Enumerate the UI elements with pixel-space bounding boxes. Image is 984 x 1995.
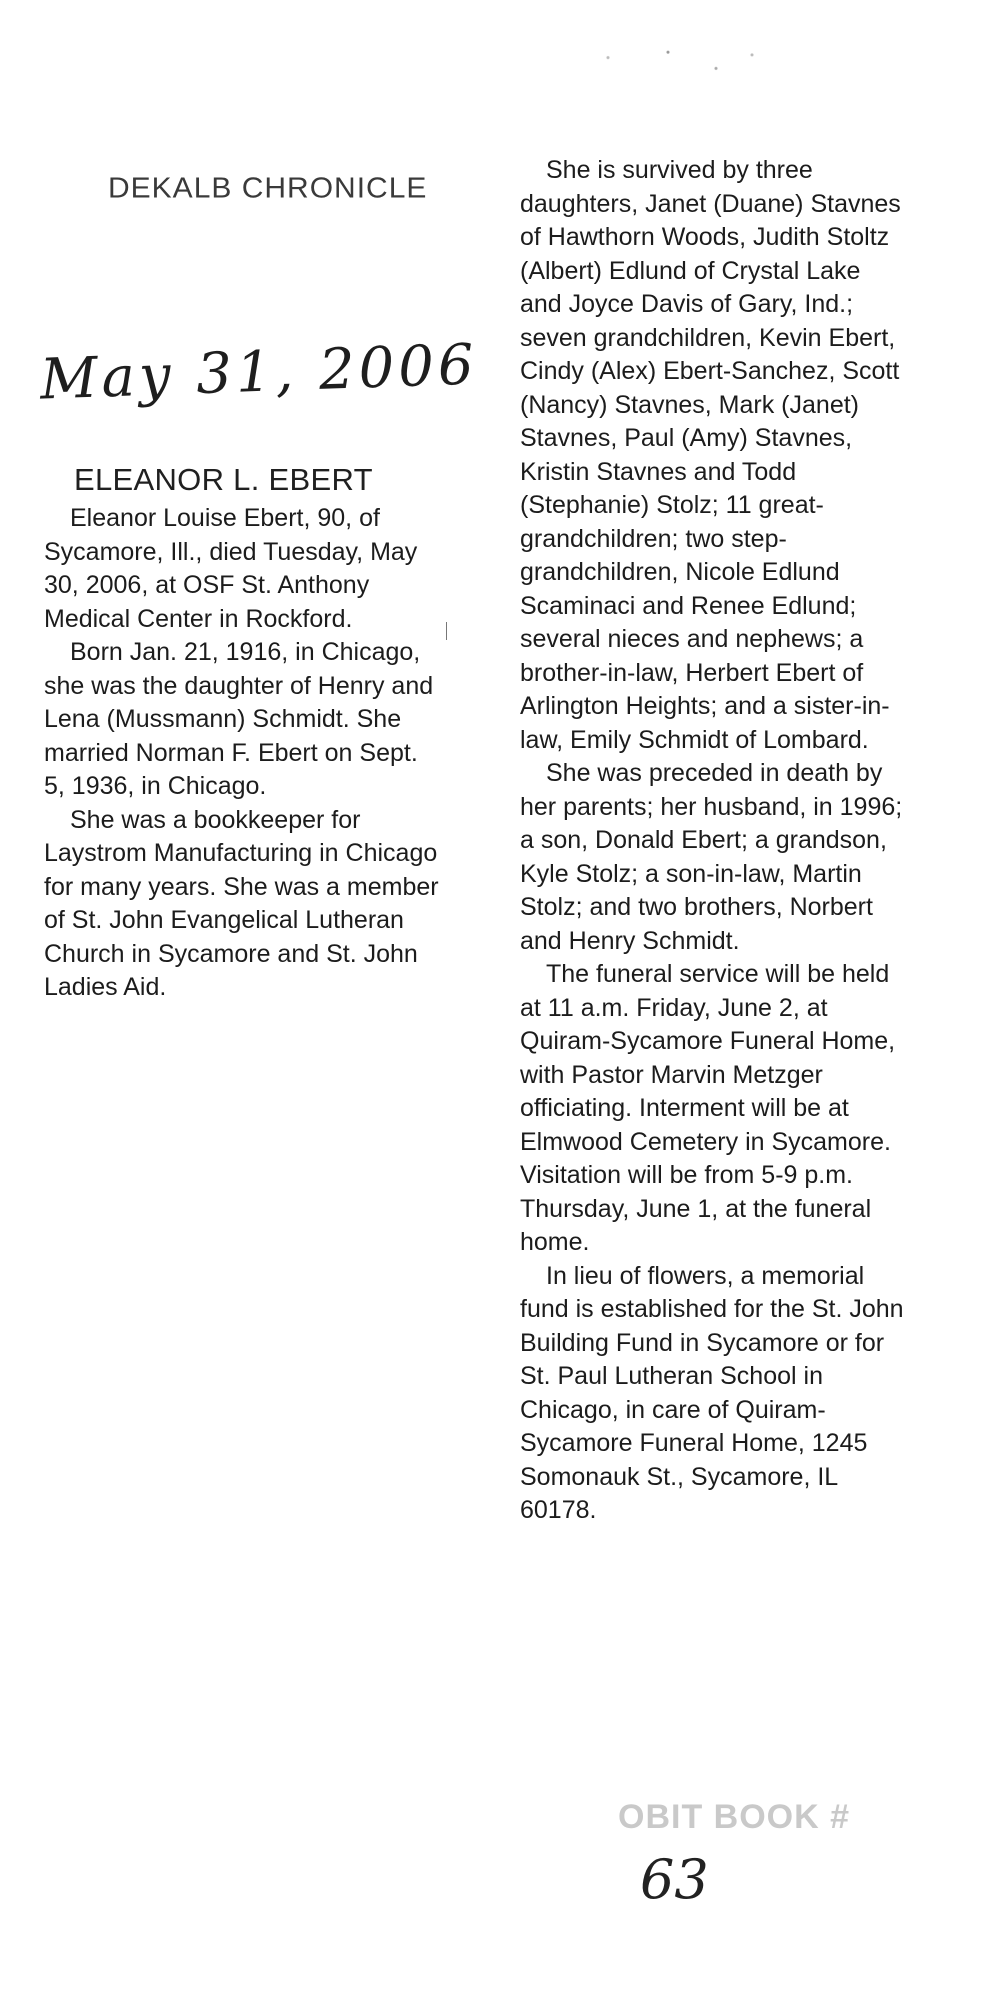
obituary-paragraph: The funeral service will be held at 11 a.m. Friday, June 2, at Quiram-Sycamore Funeral Home, with Pastor Marvin Metzger officiating. Interment will be at Elmwood Cemetery in Sycamore. Visitation will be from 5-9 p.m. Thursday, June 1, at the funeral home. (520, 960, 896, 1256)
scan-artifact (560, 36, 800, 90)
handwritten-date: May 31, 2006 (38, 332, 479, 413)
obituary-paragraph: Born Jan. 21, 1916, in Chicago, she was the daughter of Henry and Lena (Mussmann) Schmidt. She married Norman F. Ebert on Sept. 5, 1936, in Chicago. (44, 638, 434, 800)
obituary-paragraph: She is survived by three daughters, Janet (Duane) Stavnes of Hawthorn Woods, Judith Stoltz (Albert) Edlund of Crystal Lake and Joyce Davis of Gary, Ind.; seven grandchildren, Kevin Ebert, Cindy (Alex) Ebert-Sanchez, Scott (Nancy) Stavnes, Mark (Janet) Stavnes, Paul (Amy) Stavnes, Kristin Stavnes and Todd (Stephanie) Stolz; 11 great-grandchildren; two step-grandchildren, Nicole Edlund Scaminaci and Renee Edlund; several nieces and nephews; a brother-in-law, Herbert Ebert of Arlington Heights; and a sister-in-law, Emily Schmidt of Lombard. (520, 156, 901, 754)
obit-book-stamp: OBIT BOOK # (618, 1798, 851, 1836)
obituary-paragraph: She was preceded in death by her parents; her husband, in 1996; a son, Donald Ebert; a grandson, Kyle Stolz; a son-in-law, Martin Stolz; and two brothers, Norbert and Henry Schmidt. (520, 759, 903, 955)
obituary-headline: ELEANOR L. EBERT (74, 462, 373, 497)
scan-mark (446, 622, 447, 640)
obituary-paragraph: She was a bookkeeper for Laystrom Manufacturing in Chicago for many years. She was a member of St. John Evangelical Lutheran Church in Sycamore and St. John Ladies Aid. (44, 805, 439, 1001)
handwritten-book-number: 63 (640, 1848, 709, 1911)
obituary-paragraph: In lieu of flowers, a memorial fund is established for the St. John Building Fund in Sycamore or for St. Paul Lutheran School in Chicago, in care of Quiram-Sycamore Funeral Home, 1245 Somonauk St., Sycamore, IL 60178. (520, 1261, 904, 1524)
obituary-right-column (520, 154, 906, 1528)
newspaper-source-label: DEKALB CHRONICLE (108, 172, 428, 205)
obituary-paragraph: Eleanor Louise Ebert, 90, of Sycamore, Ill., died Tuesday, May 30, 2006, at OSF St. Anthony Medical Center in Rockford. (44, 504, 418, 633)
obituary-left-column (44, 460, 444, 1005)
